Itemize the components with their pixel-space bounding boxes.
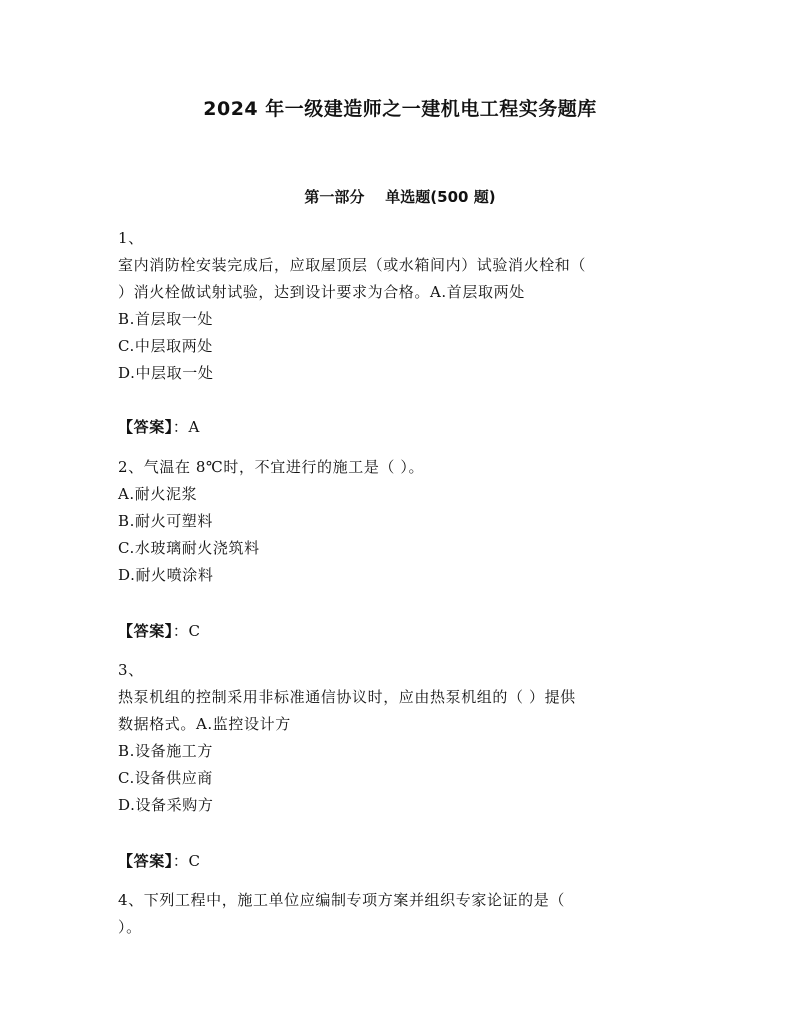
answer-label: 【答案】: [118, 622, 173, 640]
question-3-number: 3、: [118, 661, 144, 679]
answer-label: 【答案】: [118, 418, 173, 436]
question-2-stem-line-1: 2、气温在 8℃时，不宜进行的施工是（ ）。: [118, 458, 425, 476]
document-title: 2024 年一级建造师之一建机电工程实务题库: [203, 98, 597, 120]
question-4-stem-line-2: ）。: [118, 918, 142, 936]
question-2-answer: [118, 621, 201, 641]
question-1-option-b: B.首层取一处: [118, 310, 213, 328]
question-3-option-d: D.设备采购方: [118, 796, 214, 814]
question-3-option-c: C.设备供应商: [118, 769, 213, 787]
answer-label: 【答案】: [118, 852, 173, 870]
question-1-stem-line-2: ）消火栓做试射试验，达到设计要求为合格。A.首层取两处: [118, 283, 525, 301]
question-1-option-c: C.中层取两处: [118, 337, 213, 355]
question-3-stem-line-1: 热泵机组的控制采用非标准通信协议时，应由热泵机组的（ ）提供: [118, 688, 576, 706]
question-2-option-c: C.水玻璃耐火浇筑料: [118, 539, 260, 557]
question-3-answer: [118, 851, 201, 871]
question-3-stem-line-2: 数据格式。A.监控设计方: [118, 715, 291, 733]
question-1-number: 1、: [118, 229, 144, 247]
section-title: 第一部分 单选题(500 题): [304, 188, 496, 206]
question-3-option-b: B.设备施工方: [118, 742, 213, 760]
answer-value: ：C: [172, 622, 201, 640]
question-1-answer: [118, 417, 200, 437]
question-1-option-d: D.中层取一处: [118, 364, 214, 382]
question-2-option-a: A.耐火泥浆: [118, 485, 198, 503]
answer-value: ：A: [172, 418, 200, 436]
question-2-option-d: D.耐火喷涂料: [118, 566, 214, 584]
answer-value: ：C: [172, 852, 201, 870]
question-2-option-b: B.耐火可塑料: [118, 512, 213, 530]
question-4-stem-line-1: 4、下列工程中，施工单位应编制专项方案并组织专家论证的是（: [118, 891, 565, 909]
question-1-stem-line-1: 室内消防栓安装完成后，应取屋顶层（或水箱间内）试验消火栓和（: [118, 256, 587, 274]
